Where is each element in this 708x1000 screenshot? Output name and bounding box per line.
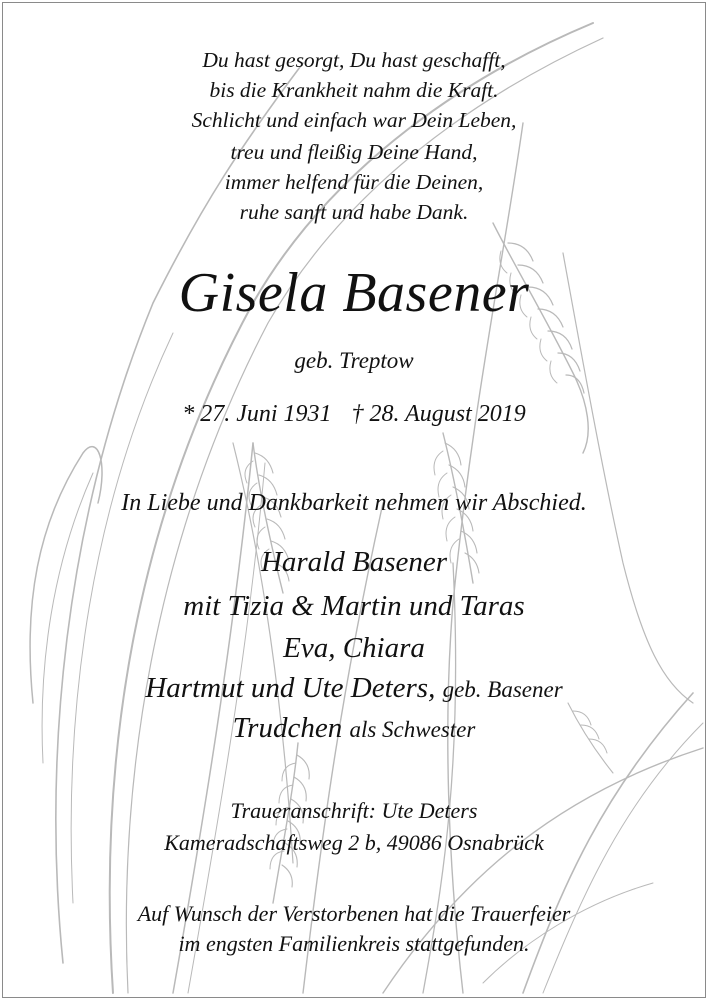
family-note: geb. Basener	[442, 677, 563, 702]
address-line: Traueranschrift: Ute Deters	[230, 798, 478, 823]
farewell-line: In Liebe und Dankbarkeit nehmen wir Abschied.	[121, 490, 587, 516]
family-line: mit Tizia & Martin und Taras	[183, 590, 525, 622]
family-note: als Schwester	[349, 717, 476, 742]
deceased-name: Gisela Basener	[178, 262, 530, 324]
address-line: Kameradschaftsweg 2 b, 49086 Osnabrück	[164, 830, 544, 855]
poem-line: treu und fleißig Deine Hand,	[230, 140, 478, 164]
poem-line: immer helfend für die Deinen,	[224, 170, 484, 194]
note-line: Auf Wunsch der Verstorbenen hat die Trauerfeier	[137, 901, 571, 926]
family-line: Eva, Chiara	[283, 632, 425, 664]
poem-line: bis die Krankheit nahm die Kraft.	[209, 78, 499, 102]
poem-line: ruhe sanft und habe Dank.	[239, 200, 469, 224]
poem-line: Schlicht und einfach war Dein Leben,	[191, 108, 517, 132]
birth-date: * 27. Juni 1931	[182, 401, 332, 427]
family-line	[3, 672, 705, 705]
obituary-card	[2, 2, 706, 998]
death-date: † 28. August 2019	[351, 401, 526, 427]
birth-name: geb. Treptow	[294, 348, 414, 373]
family-line: Harald Basener	[260, 546, 448, 578]
family-member: Trudchen	[232, 712, 343, 744]
family-line	[3, 712, 705, 745]
note-line: im engsten Familienkreis stattgefunden.	[178, 931, 530, 956]
poem-line: Du hast gesorgt, Du hast geschafft,	[202, 48, 506, 72]
obituary-text	[3, 3, 705, 997]
family-member: Hartmut und Ute Deters,	[145, 672, 436, 704]
life-dates	[3, 401, 705, 428]
